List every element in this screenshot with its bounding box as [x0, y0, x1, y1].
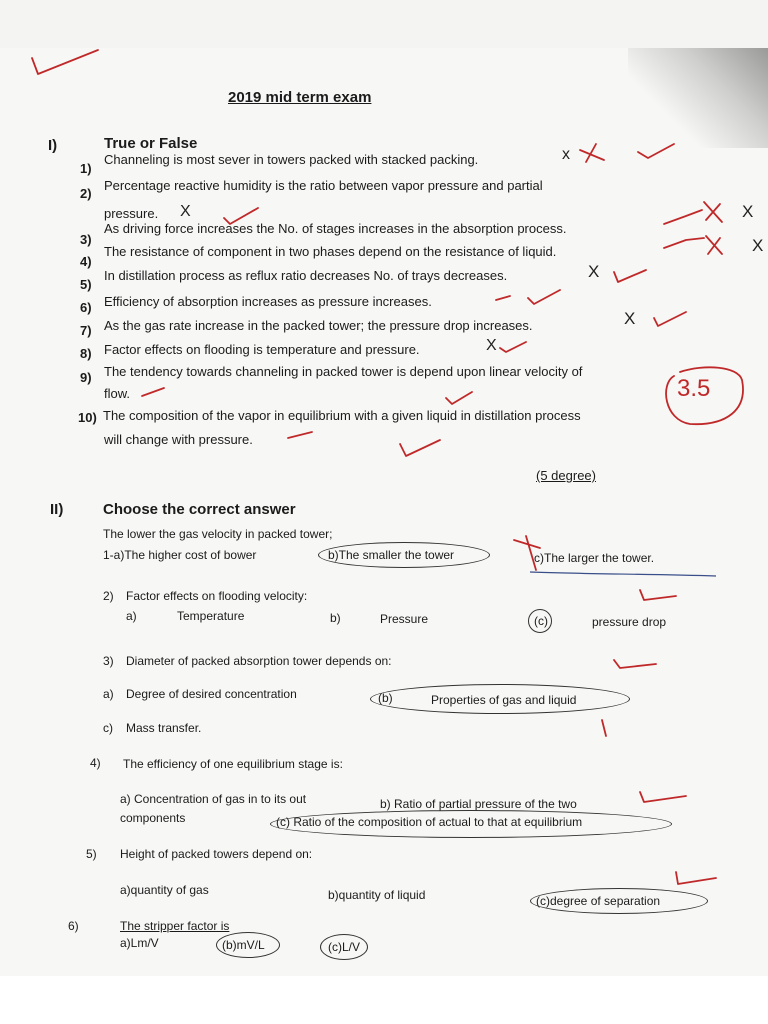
q6-stem: The stripper factor is	[120, 919, 230, 933]
tf-2-continuation: pressure.	[104, 206, 159, 221]
q4-number: 4)	[90, 756, 101, 770]
exam-title: 2019 mid term exam	[228, 89, 372, 106]
q4-option-c: (c) Ratio of the composition of actual to that at equilibrium	[276, 815, 583, 829]
q2-number: 2)	[103, 589, 114, 603]
tf-2-text: Percentage reactive humidity is the ratio between vapor pressure and partial	[104, 178, 543, 193]
q3-a-label: a)	[103, 687, 114, 701]
q4-stem: The efficiency of one equilibrium stage is:	[123, 757, 343, 771]
tf-3-text: As driving force increases the No. of stages increases in the absorption process.	[104, 221, 567, 236]
section-2-heading: Choose the correct answer	[103, 501, 296, 518]
section-1-number: I)	[48, 137, 58, 154]
q5-stem: Height of packed towers depend on:	[120, 847, 313, 861]
tf-3-student-mark: X	[742, 202, 754, 221]
q5-option-c: (c)degree of separation	[536, 894, 661, 908]
tf-5-text: In distillation process as reflux ratio decreases No. of trays decreases.	[104, 268, 508, 283]
tf-8-student-mark: X	[486, 337, 497, 354]
tf-9-continuation: flow.	[104, 386, 131, 401]
q6-b-circle	[216, 932, 280, 958]
q6-option-c: (c)L/V	[328, 940, 361, 954]
q5-option-b: b)quantity of liquid	[328, 888, 426, 902]
q6-number: 6)	[68, 919, 79, 933]
tf-10-continuation: will change with pressure.	[104, 432, 253, 447]
tf-4-text: The resistance of component in two phases depend on the resistance of liquid.	[104, 244, 557, 259]
tf-7-student-mark: X	[624, 309, 636, 328]
q6-option-b: (b)mV/L	[222, 938, 265, 952]
q4-option-b: b) Ratio of partial pressure of the two	[380, 797, 577, 811]
tf-5-student-mark: X	[588, 262, 600, 281]
q3-b-label: (b)	[378, 691, 393, 705]
q6-option-a: a)Lm/V	[120, 936, 159, 950]
q4-answer-circle	[270, 810, 672, 838]
tf-1-student-mark: x	[562, 146, 570, 163]
tf-5-number: 5)	[80, 277, 92, 292]
q5-number: 5)	[86, 847, 97, 861]
tf-6-text: Efficiency of absorption increases as pressure increases.	[104, 294, 432, 309]
tf-7-number: 7)	[80, 323, 92, 338]
q3-stem: Diameter of packed absorption tower depends on:	[126, 654, 392, 668]
q2-option-b: Pressure	[380, 612, 429, 626]
q2-b-label: b)	[330, 611, 341, 625]
tf-6-number: 6)	[80, 300, 92, 315]
tf-8-text: Factor effects on flooding is temperature and pressure.	[104, 342, 420, 357]
q2-option-c: pressure drop	[592, 615, 667, 629]
q6-c-circle	[320, 934, 368, 960]
section-1-degree: (5 degree)	[536, 468, 596, 483]
section-1-heading: True or False	[104, 135, 198, 152]
q1-stem: The lower the gas velocity in packed tower;	[103, 527, 333, 541]
section-1-score: 3.5	[677, 375, 711, 402]
tf-10-number: 10)	[78, 410, 97, 425]
q2-answer-circle	[528, 609, 552, 633]
q4-option-a-continuation: components	[120, 811, 186, 825]
tf-7-text: As the gas rate increase in the packed tower; the pressure drop increases.	[104, 318, 533, 333]
q2-c-label: (c)	[534, 614, 548, 628]
tf-2-student-mark: X	[180, 203, 191, 220]
q3-number: 3)	[103, 654, 114, 668]
q1-option-b: b)The smaller the tower	[328, 548, 455, 562]
q2-option-a: Temperature	[177, 609, 245, 623]
q2-stem: Factor effects on flooding velocity:	[126, 589, 308, 603]
tf-1-text: Channeling is most sever in towers packed with stacked packing.	[104, 152, 479, 167]
q3-option-c: Mass transfer.	[126, 721, 202, 735]
q4-option-a: a) Concentration of gas in to its out	[120, 792, 307, 806]
tf-9-text: The tendency towards channeling in packed tower is depend upon linear velocity of	[104, 364, 583, 379]
bottom-margin	[0, 976, 768, 1024]
tf-1-number: 1)	[80, 161, 92, 176]
tf-10-text: The composition of the vapor in equilibrium with a given liquid in distillation process	[103, 408, 581, 423]
q1-option-c: c)The larger the tower.	[534, 551, 655, 565]
tf-3-number: 3)	[80, 232, 92, 247]
tf-4-student-mark: X	[752, 236, 764, 255]
tf-4-number: 4)	[80, 254, 92, 269]
q1-answer-circle	[318, 542, 490, 568]
tf-9-number: 9)	[80, 370, 92, 385]
page-shadow	[628, 48, 768, 148]
q5-answer-circle	[530, 888, 708, 914]
section-2-number: II)	[50, 501, 64, 518]
q5-option-a: a)quantity of gas	[120, 883, 209, 897]
tf-8-number: 8)	[80, 346, 92, 361]
q3-option-a: Degree of desired concentration	[126, 687, 297, 701]
q1-option-a: 1-a)The higher cost of bower	[103, 548, 257, 562]
q3-c-label: c)	[103, 721, 113, 735]
q2-a-label: a)	[126, 609, 137, 623]
tf-2-number: 2)	[80, 186, 92, 201]
q3-option-b: Properties of gas and liquid	[431, 693, 577, 707]
